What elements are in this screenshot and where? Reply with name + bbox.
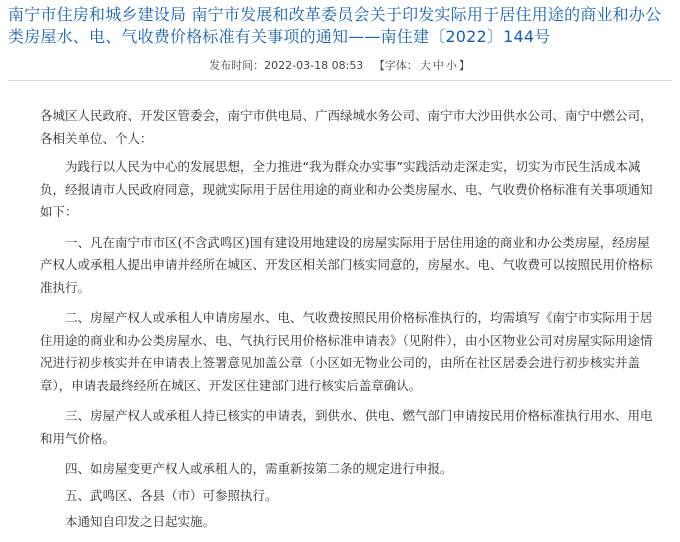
item-3: 三、房屋产权人或承租人持已核实的申请表，到供水、供电、燃气部门申请按民用价格标准执行用水、用电和用气价格。 <box>40 408 653 446</box>
closing: 本通知自印发之日起实施。 <box>65 514 216 529</box>
item-2: 二、房屋产权人或承租人申请房屋水、电、气收费按照民用价格标准执行的，均需填写《南宁市实际用于居住用途的商业和办公类房屋水、电、气执行民用价格标准申请表》（见附件），由小区物业公司对房屋实际用途情况进行初步核实并在申请表上签署意见加盖公章（小区如无物业公司的，由所在社区居委会进行初步核实并盖章），申请表最终经所在城区、开发区住建部门进行核实后盖章确认。 <box>40 310 653 393</box>
notice-title: 南宁市住房和城乡建设局 南宁市发展和改革委员会关于印发实际用于居住用途的商业和办公类房屋水、电、气收费价格标准有关事项的通知——南住建〔2022〕144号 <box>8 5 662 46</box>
meta-row <box>0 58 680 74</box>
publish-time: 发布时间：2022-03-18 08:53 <box>209 59 364 72</box>
item-4: 四、如房屋变更产权人或承租人的，需重新按第二条的规定进行申报。 <box>65 461 453 476</box>
item-1: 一、凡在南宁市市区(不含武鸣区)国有建设用地建设的房屋实际用于居住用途的商业和办公类房屋，经房屋产权人或承租人提出申请并经所在城区、开发区相关部门核实同意的，房屋水、电、气收费可以按照民用价格标准执行。 <box>40 234 653 295</box>
font-size-control <box>373 59 471 72</box>
intro-paragraph: 为践行以人民为中心的发展思想，全力推进“我为群众办实事”实践活动走深走实，切实为市民生活成本减负，经报请市人民政府同意，现就实际用于居住用途的商业和办公类房屋水、电、气收费价格标准有关事项通知如下： <box>40 159 653 219</box>
font-size-label: 【字体： <box>373 59 418 72</box>
item-5: 五、武鸣区、各县（市）可参照执行。 <box>65 487 278 503</box>
font-size-medium-link[interactable]: 中 <box>432 59 444 72</box>
notice-body <box>40 105 660 538</box>
font-size-large-link[interactable]: 大 <box>419 59 431 72</box>
font-size-small-link[interactable]: 小 <box>445 59 457 72</box>
font-size-close: 】 <box>458 59 470 72</box>
salutation: 各城区人民政府、开发区管委会，南宁市供电局、广西绿城水务公司、南宁市大沙田供水公司、南宁中燃公司，各相关单位、个人： <box>40 108 653 146</box>
divider <box>8 80 672 81</box>
